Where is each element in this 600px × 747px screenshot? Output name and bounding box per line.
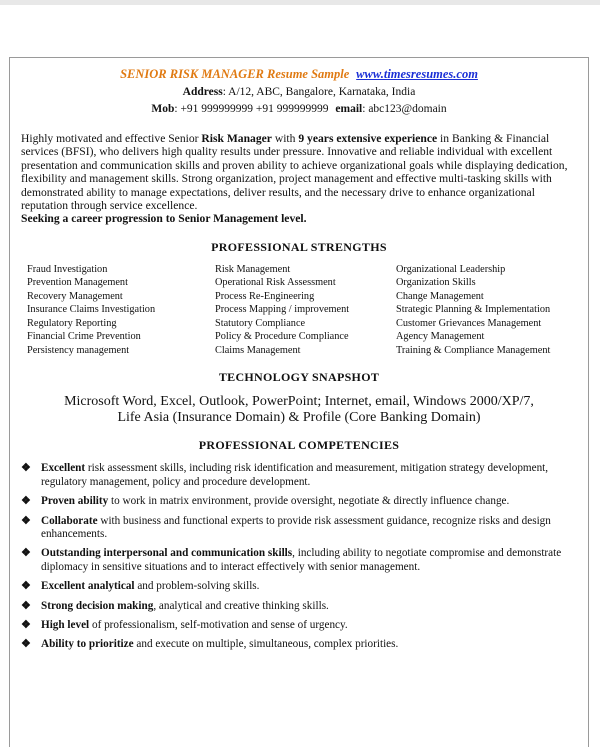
strengths-heading: PROFESSIONAL STRENGTHS [211,239,387,254]
strengths-column-1 [27,263,215,358]
competency-text: , including ability to negotiate compromise and demonstrate diplomacy in sensitive situations and to interact effectively with senior management. [41,547,562,573]
address-value: : A/12, ABC, Bangalore, Karnataka, India [222,86,416,98]
strength-item: Organization Skills [396,277,476,289]
strength-item: Process Mapping / improvement [215,304,350,316]
competency-lead: High level [41,619,90,631]
strength-item: Customer Grievances Management [396,317,542,329]
summary-text: with [271,132,299,145]
checkmark-arrow-icon: ❖ [21,599,31,612]
website-link[interactable]: www.timesresumes.com [356,67,478,81]
strength-item: Organizational Leadership [396,263,506,275]
strength-item: Recovery Management [27,290,123,302]
address-line [10,84,588,101]
career-objective: Seeking a career progression to Senior Management level. [21,212,307,226]
summary-role: Risk Manager [201,132,272,145]
competency-item [20,619,580,632]
strength-item: Regulatory Reporting [27,317,117,329]
competency-lead: Excellent [41,462,86,475]
strength-item: Persistency management [27,344,130,356]
competency-text: and problem-solving skills. [134,580,260,593]
checkmark-arrow-icon: ❖ [21,495,31,508]
strength-item: Statutory Compliance [215,317,306,329]
competency-item [20,495,580,508]
checkmark-arrow-icon: ❖ [21,547,31,560]
competency-text: and execute on multiple, simultaneous, complex priorities. [133,638,399,651]
checkmark-arrow-icon: ❖ [21,514,31,527]
competency-item [20,462,580,489]
technology-line-2: Life Asia (Insurance Domain) & Profile (Core Banking Domain) [117,409,481,425]
checkmark-arrow-icon: ❖ [21,462,31,475]
strength-item: Fraud Investigation [27,263,108,275]
strength-item: Insurance Claims Investigation [27,304,156,316]
competencies-heading: PROFESSIONAL COMPETENCIES [198,438,400,453]
strengths-grid [27,263,580,358]
strength-item: Agency Management [396,331,485,343]
competency-item [20,638,580,651]
competency-lead: Ability to prioritize [41,638,134,651]
strength-item: Operational Risk Assessment [215,277,336,289]
competency-text: of professionalism, self-motivation and sense of urgency. [89,619,348,631]
summary-text: in Banking & Financial services (BFSI), who delivers high quality results under pressure. Innovative and reliable individual with excellent presentation and communication skills and proven ability to achieve organizational goals while displaying dedication, flexibility and management skills. Strong organization, project management and effective multi-tasking skills with demonstrated ability to manage expectations, deliver results, and the necessary drive to enhance organizational reputation through service excellence. [21,132,568,213]
contact-line [10,101,588,118]
competency-lead: Outstanding interpersonal and communication skills [41,547,293,560]
address-label: Address [182,86,223,98]
checkmark-arrow-icon: ❖ [21,619,31,631]
summary-paragraph [21,132,578,226]
competency-item [20,515,580,542]
strength-item: Prevention Management [27,277,128,289]
resume-header [10,66,588,118]
mob-value: : +91 999999999 +91 999999999 [174,103,329,115]
email-value: : abc123@domain [362,103,447,115]
email-label: email [335,103,363,115]
competency-text: , analytical and creative thinking skills. [153,599,329,612]
checkmark-arrow-icon: ❖ [21,638,31,651]
strength-item: Process Re-Engineering [215,290,315,302]
strength-item: Risk Management [215,263,291,275]
technology-heading: TECHNOLOGY SNAPSHOT [218,370,380,385]
competency-item [20,547,580,574]
strength-item: Strategic Planning & Implementation [396,304,551,316]
competency-text: to work in matrix environment, provide oversight, negotiate & directly influence change. [108,495,510,508]
competency-lead: Excellent analytical [41,580,135,593]
competency-item [20,600,580,613]
competency-lead: Proven ability [41,495,109,508]
competency-lead: Collaborate [41,514,98,527]
technology-snapshot [10,394,588,425]
strengths-column-2 [215,263,396,358]
strength-item: Policy & Procedure Compliance [215,331,349,343]
mob-label: Mob [151,103,175,115]
competency-text: risk assessment skills, including risk identification and measurement, mitigation strategy development, regulatory management, policy and procedure development. [41,462,549,488]
top-rule [0,0,600,5]
competency-text: with business and functional experts to provide risk assessment guidance, recognize risks and design enhancements. [41,514,551,540]
strengths-column-3 [396,263,580,358]
summary-experience: 9 years extensive experience [298,132,438,145]
strength-item: Change Management [396,290,484,302]
strength-item: Training & Compliance Management [396,344,551,356]
strength-item: Claims Management [215,344,301,356]
checkmark-arrow-icon: ❖ [21,580,31,593]
resume-title: SENIOR RISK MANAGER Resume Sample [120,67,350,81]
technology-line-1: Microsoft Word, Excel, Outlook, PowerPoint; Internet, email, Windows 2000/XP/7, [64,394,534,410]
competency-item [20,580,580,593]
competencies-list [20,462,580,651]
title-line [10,66,588,84]
resume-page [9,57,589,747]
strength-item: Financial Crime Prevention [27,331,141,343]
summary-text: Highly motivated and effective Senior [21,132,202,145]
competency-lead: Strong decision making [41,599,154,612]
